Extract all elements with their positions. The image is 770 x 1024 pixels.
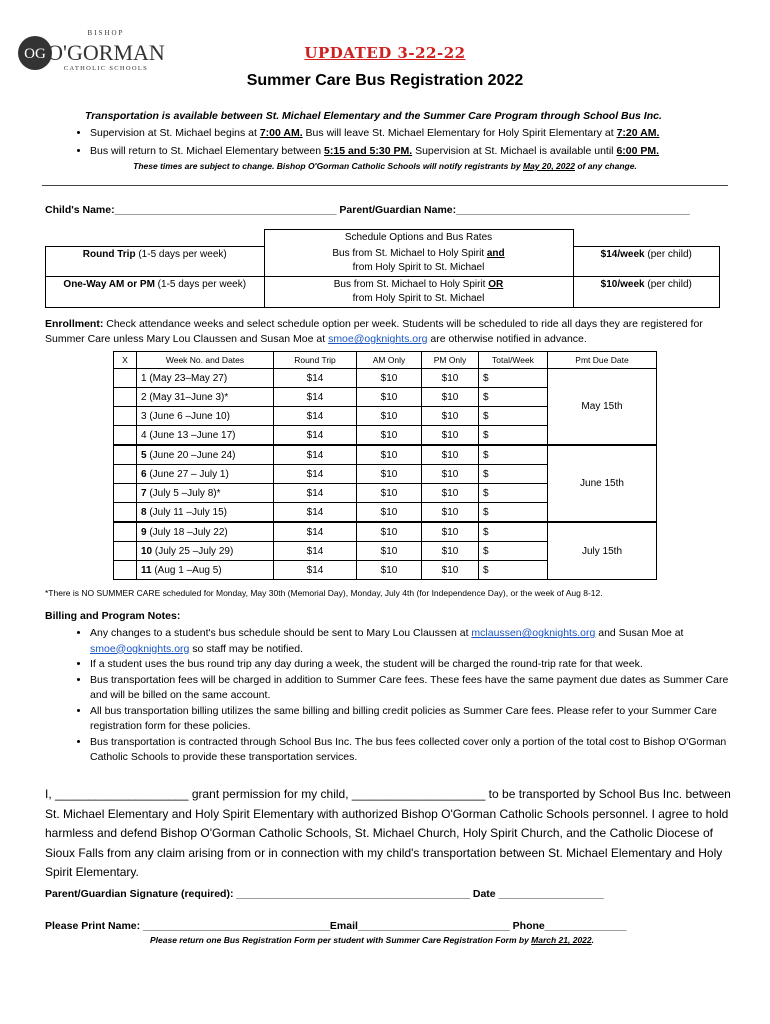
route-one-way: Bus from St. Michael to Holy Spirit OR from Holy Spirit to St. Michael <box>264 277 573 308</box>
round-trip-rate[interactable]: $14 <box>274 465 357 484</box>
logo-name: O'GORMAN <box>47 40 165 65</box>
list-item: • Any changes to a student's bus schedule should be sent to Mary Lou Claussen at mclaussen@ogknights.org and Susan Moe at smoe@ogknights.org so staff may be notified. <box>90 626 740 657</box>
return-instructions: Please return one Bus Registration Form per student with Summer Care Registration Form by March 21, 2022. <box>150 935 595 945</box>
week-cell: 10 (July 25 –July 29) <box>137 542 274 561</box>
round-trip-rate[interactable]: $14 <box>274 426 357 446</box>
email-link-smoe[interactable]: smoe@ogknights.org <box>328 333 428 345</box>
updated-banner: UPDATED 3-22-22 <box>304 44 466 62</box>
select-week-checkbox-cell[interactable] <box>114 407 137 426</box>
header-total: Total/Week <box>479 352 548 369</box>
round-trip-rate[interactable]: $14 <box>274 369 357 388</box>
total-week-cell[interactable]: $ <box>479 369 548 388</box>
total-week-cell[interactable]: $ <box>479 542 548 561</box>
option-one-way: One-Way AM or PM (1-5 days per week) <box>46 277 265 308</box>
weeks-table <box>113 351 657 580</box>
pm-rate[interactable]: $10 <box>422 407 479 426</box>
am-rate[interactable]: $10 <box>357 484 422 503</box>
select-week-checkbox-cell[interactable] <box>114 388 137 407</box>
payment-due-date: July 15th <box>548 522 657 580</box>
week-cell: 7 (July 5 –July 8)* <box>137 484 274 503</box>
total-week-cell[interactable]: $ <box>479 522 548 542</box>
pm-rate[interactable]: $10 <box>422 484 479 503</box>
header-pm: PM Only <box>422 352 479 369</box>
round-trip-rate[interactable]: $14 <box>274 484 357 503</box>
pm-rate[interactable]: $10 <box>422 522 479 542</box>
select-week-checkbox-cell[interactable] <box>114 522 137 542</box>
header-due: Pmt Due Date <box>548 352 657 369</box>
billing-heading: Billing and Program Notes: <box>45 610 181 622</box>
payment-due-date: June 15th <box>548 445 657 522</box>
divider <box>42 185 728 186</box>
select-week-checkbox-cell[interactable] <box>114 503 137 523</box>
week-cell: 11 (Aug 1 –Aug 5) <box>137 561 274 580</box>
am-rate[interactable]: $10 <box>357 388 422 407</box>
price-round-trip: $14/week (per child) <box>573 246 720 277</box>
footnote: *There is NO SUMMER CARE scheduled for Monday, May 30th (Memorial Day), Monday, July 4th (for Independence Day), or the week of Aug 8-12. <box>45 588 603 598</box>
total-week-cell[interactable]: $ <box>479 503 548 523</box>
total-week-cell[interactable]: $ <box>479 561 548 580</box>
names-field-line[interactable]: Child's Name:______________________________________ Parent/Guardian Name:________________________________________ <box>45 204 690 216</box>
total-week-cell[interactable]: $ <box>479 445 548 465</box>
round-trip-rate[interactable]: $14 <box>274 407 357 426</box>
am-rate[interactable]: $10 <box>357 522 422 542</box>
list-item: • Bus will return to St. Michael Elementary between 5:15 and 5:30 PM. Supervision at St. Michael is available until 6:00 PM. <box>90 144 770 158</box>
pm-rate[interactable]: $10 <box>422 369 479 388</box>
email-link-mclaussen[interactable]: mclaussen@ogknights.org <box>471 627 596 639</box>
table-row <box>114 445 657 465</box>
change-note: These times are subject to change. Bishop O'Gorman Catholic Schools will notify registrants by May 20, 2022 of any change. <box>133 161 637 171</box>
am-rate[interactable]: $10 <box>357 445 422 465</box>
option-round-trip: Round Trip (1-5 days per week) <box>46 246 265 277</box>
round-trip-rate[interactable]: $14 <box>274 503 357 523</box>
billing-list <box>60 626 740 766</box>
header-am: AM Only <box>357 352 422 369</box>
intro-text: Transportation is available between St. Michael Elementary and the Summer Care Program through School Bus Inc. <box>85 110 662 122</box>
signature-line[interactable]: Parent/Guardian Signature (required): ________________________________________ Date __________________ <box>45 888 604 900</box>
total-week-cell[interactable]: $ <box>479 426 548 446</box>
week-cell: 8 (July 11 –July 15) <box>137 503 274 523</box>
week-cell: 4 (June 13 –June 17) <box>137 426 274 446</box>
total-week-cell[interactable]: $ <box>479 388 548 407</box>
am-rate[interactable]: $10 <box>357 369 422 388</box>
table-row <box>114 369 657 388</box>
list-item: • If a student uses the bus round trip any day during a week, the student will be charged the round-trip rate for that week. <box>90 657 740 673</box>
select-week-checkbox-cell[interactable] <box>114 484 137 503</box>
page-title: Summer Care Bus Registration 2022 <box>246 72 524 89</box>
am-rate[interactable]: $10 <box>357 561 422 580</box>
round-trip-rate[interactable]: $14 <box>274 561 357 580</box>
logo-line1: BISHOP <box>87 29 125 37</box>
am-rate[interactable]: $10 <box>357 426 422 446</box>
pm-rate[interactable]: $10 <box>422 388 479 407</box>
schedule-header: Schedule Options and Bus Rates <box>264 230 573 247</box>
am-rate[interactable]: $10 <box>357 503 422 523</box>
list-item: • Bus transportation is contracted through School Bus Inc. The bus fees collected cover only a portion of the total cost to Bishop O'Gorman Catholic Schools to provide these transportation services. <box>90 735 740 766</box>
pm-rate[interactable]: $10 <box>422 465 479 484</box>
times-list <box>60 126 770 162</box>
enrollment-text: Enrollment: Check attendance weeks and select schedule option per week. Students will be scheduled to ride all days they are registered for Summer Care unless Mary Lou Claussen and Susan Moe at smoe@ogknights.org are otherwise notified in advance. <box>45 318 703 345</box>
week-cell: 1 (May 23–May 27) <box>137 369 274 388</box>
total-week-cell[interactable]: $ <box>479 484 548 503</box>
week-cell: 3 (June 6 –June 10) <box>137 407 274 426</box>
select-week-checkbox-cell[interactable] <box>114 465 137 484</box>
pm-rate[interactable]: $10 <box>422 426 479 446</box>
total-week-cell[interactable]: $ <box>479 465 548 484</box>
week-cell: 9 (July 18 –July 22) <box>137 522 274 542</box>
list-item: • All bus transportation billing utilizes the same billing and billing credit policies as Summer Care fees. Please refer to your Summer Care registration form for these policies. <box>90 704 740 735</box>
payment-due-date: May 15th <box>548 369 657 446</box>
header-x: X <box>114 352 137 369</box>
print-name-line[interactable]: Please Print Name: ________________________________Email__________________________ Phone______________ <box>45 920 627 932</box>
select-week-checkbox-cell[interactable] <box>114 426 137 446</box>
round-trip-rate[interactable]: $14 <box>274 542 357 561</box>
pm-rate[interactable]: $10 <box>422 503 479 523</box>
am-rate[interactable]: $10 <box>357 542 422 561</box>
total-week-cell[interactable]: $ <box>479 407 548 426</box>
table-header-row <box>114 352 657 369</box>
schedule-options-table <box>45 229 720 308</box>
select-week-checkbox-cell[interactable] <box>114 369 137 388</box>
week-cell: 5 (June 20 –June 24) <box>137 445 274 465</box>
logo-line3: CATHOLIC SCHOOLS <box>63 65 149 72</box>
header-round-trip: Round Trip <box>274 352 357 369</box>
price-one-way: $10/week (per child) <box>573 277 720 308</box>
logo-monogram: OG <box>24 46 46 62</box>
week-cell: 6 (June 27 – July 1) <box>137 465 274 484</box>
route-round-trip: Bus from St. Michael to Holy Spirit and from Holy Spirit to St. Michael <box>264 246 573 277</box>
week-cell: 2 (May 31–June 3)* <box>137 388 274 407</box>
list-item: • Supervision at St. Michael begins at 7:00 AM. Bus will leave St. Michael Elementary for Holy Spirit Elementary at 7:20 AM. <box>90 126 770 140</box>
email-link-smoe[interactable]: smoe@ogknights.org <box>90 642 190 655</box>
pm-rate[interactable]: $10 <box>422 561 479 580</box>
am-rate[interactable]: $10 <box>357 465 422 484</box>
round-trip-rate[interactable]: $14 <box>274 445 357 465</box>
permission-statement[interactable]: I, ____________________ grant permission for my child, ____________________ to be transported by School Bus Inc. between St. Michael Elementary and Holy Spirit Elementary with authorized Bishop O'Gorman Catholic Schools personnel. I agree to hold harmless and defend Bishop O'Gorman Catholic Schools, St. Michael Church, Holy Spirit Church, and the Catholic Diocese of Sioux Falls from any claim arising from or in connection with my child's transportation between St. Michael Elementary and Holy Spirit Elementary. <box>45 787 731 879</box>
round-trip-rate[interactable]: $14 <box>274 522 357 542</box>
table-row <box>114 522 657 542</box>
list-item: • Bus transportation fees will be charged in addition to Summer Care fees. These fees have the same payment due dates as Summer Care and will be billed on the same account. <box>90 673 740 704</box>
header-week: Week No. and Dates <box>137 352 274 369</box>
select-week-checkbox-cell[interactable] <box>114 542 137 561</box>
am-rate[interactable]: $10 <box>357 407 422 426</box>
round-trip-rate[interactable]: $14 <box>274 388 357 407</box>
select-week-checkbox-cell[interactable] <box>114 561 137 580</box>
pm-rate[interactable]: $10 <box>422 542 479 561</box>
select-week-checkbox-cell[interactable] <box>114 445 137 465</box>
pm-rate[interactable]: $10 <box>422 445 479 465</box>
